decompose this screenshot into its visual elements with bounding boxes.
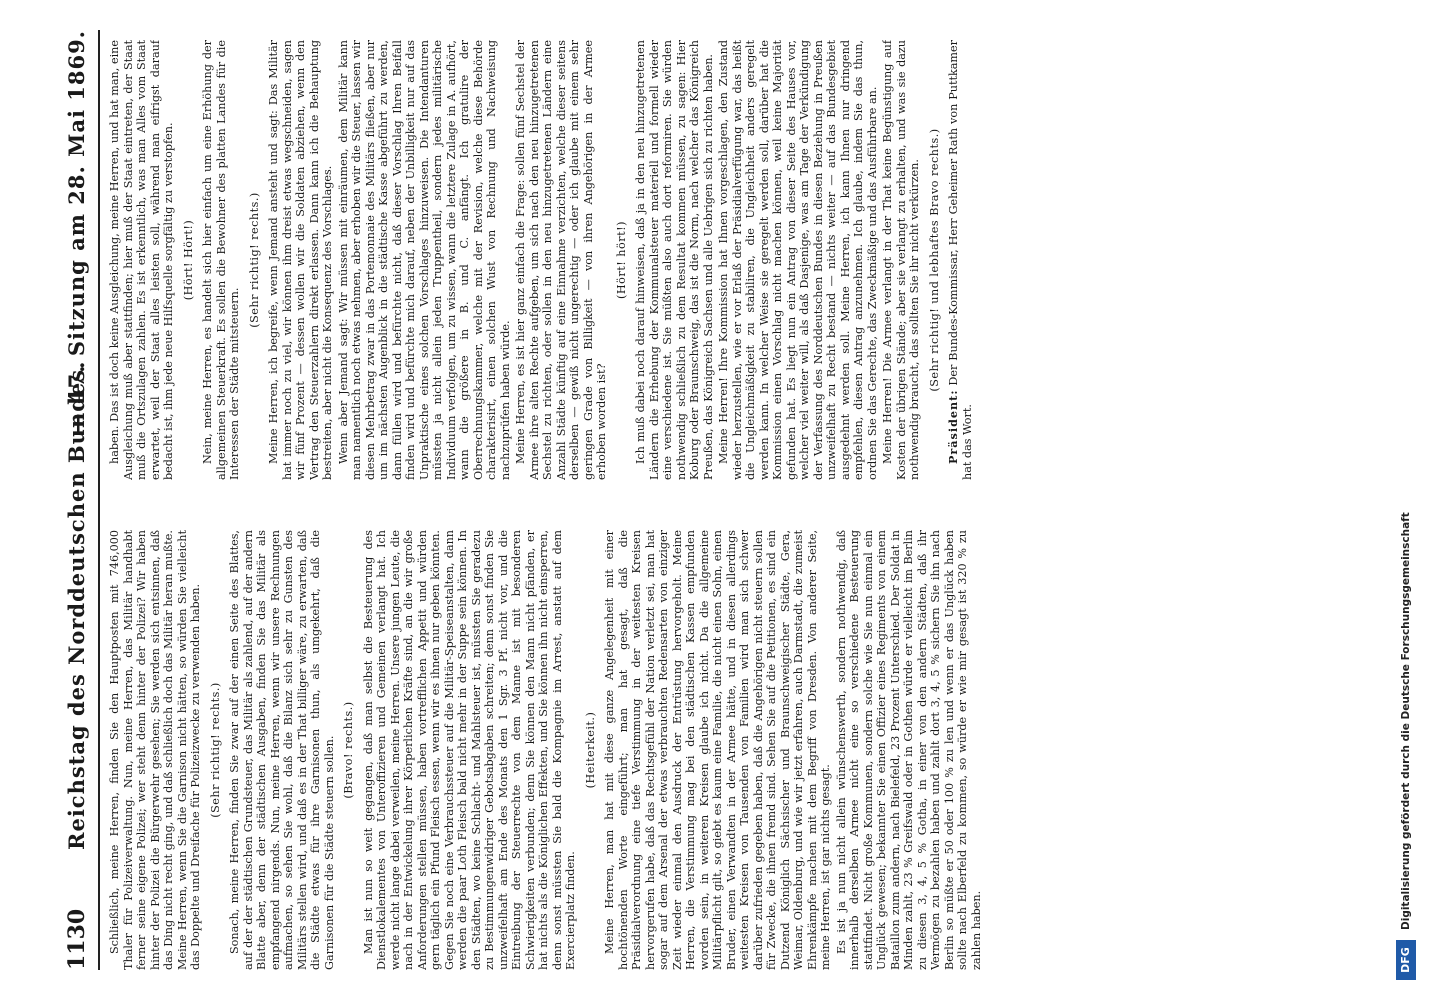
- body-paragraph: Es ist ja nun nicht allein wünschenswerth, sondern nothwendig, daß innerhalb derselben Armee nicht eine so verschiedene Besteuerung stattfindet. Nicht große Kommunen, sondern solche wie Sie nun einmal ein Unglück gewesen; bekannter Sie einen Offizier eines Regiments von einem Bataillon zum andern, nach Bielefeld, 23 Prozent Unterschied. Der Soldat in Minden zahlt, 23 % Greifswald oder in Gothen würde er vielleicht im Berlin zu diesen 3, 4, 5 % Gotha, in einer von den andern Städten, daß ihr Vermögen zu bezahlen haben und zahlt dort 3, 4, 5 % sichern Sie ihn nach Berlin so müßte er 50 oder 100 % zu len und wenn er das Unglück haben sollte nach Elberfeld zu kommen, so würde er wie mir gesagt ist 320 % zu zahlen haben.: [834, 530, 983, 970]
- body-paragraph: Meine Herren, ich begreife, wenn Jemand ansteht und sagt: Das Militär hat immer noch zu viel, wir können ihm dreist etwas wegschneiden, sagen wir fünf Prozent — dessen wollen wir die Soldaten abziehen, wenn den Vertrag den Steuerzahlern direkt erlassen. Dann kann ich die Behauptung bestreiten, aber nicht die Konsequenz des Vorschlages.: [267, 40, 334, 480]
- interjection: (Hört! hört!): [614, 221, 628, 299]
- interjection: (Sehr richtig! rechts.): [247, 192, 261, 328]
- speaker-paragraph: [947, 40, 974, 480]
- speaker-text: Der Bundes-Kommissar, Herr Geheimer Rath von Puttkamer hat das Wort.: [947, 40, 974, 480]
- page-header: [58, 30, 100, 970]
- interjection: (Hört! Hört!): [181, 219, 195, 301]
- document-title: Reichstag des Norddeutschen Bundes.: [64, 360, 89, 850]
- body-paragraph: Man ist nun so weit gegangen, daß man selbst die Besteuerung des Dienstlokalementes von Unteroffizieren und Gemeinen verlangt hat. Ich werde nicht lange dabei verweilen, meine Herren. Unsere jungen Leute, die nach in der Entwickelung ihrer Körperlichen Kräfte sind, an die wir große Anforderungen stellen müssen, haben vortrefflichen Appetit und würden gern täglich ein Pfund Fleisch essen, wenn wir es ihnen nur geben könnten. Gegen Sie noch eine Verbrauchssteuer auf die Militär-Speiseanstalten, dann werden die paar Loth Fleisch bald nicht mehr in der Suppe sein können. In den Städten, wo keine Schlacht- und Mahlsteuer ist, müssten Sie geradezu zu Bestimmungenwidriger Gebotsabgaben schreiten; denn sonst finden Sie unzweifelhaft am Ende des Monats den 1 Sgr. 3 Pf. nicht vor, und die Eintreibung der Steuerrechte von dem Manne ist mit besonderen Schwierigkeiten verbunden; denn Sie können den Mann nicht pfänden, er hat nichts als die Königlichen Effekten, und Sie können ihn nicht einsperren, denn sonst müssten Sie bald die Kompagnie im Arrest, anstatt auf dem Exercierplatz finden.: [361, 530, 577, 970]
- dfg-logo: DFG: [1396, 940, 1416, 980]
- interjection: (Sehr richtig! rechts.): [208, 682, 222, 818]
- interjection: (Sehr richtig! und lebhaftes Bravo rechts.): [927, 128, 941, 392]
- session-title: — 47. Sitzung am 28. Mai 1869.: [64, 30, 89, 435]
- page-number: 1130: [64, 908, 90, 970]
- digitization-footer: [1396, 20, 1418, 980]
- interjection: (Heiterkeit.): [583, 711, 597, 789]
- body-paragraph: Meine Herren, man hat mit diese ganze Angelegenheit mit einer hochtönenden Worte eingeführt; man hat gesagt, daß die Präsidialverordnung eine tiefe Verstimmung in der weitesten Kreisen hervorgerufen habe, daß das Rechtsgefühl der Nation verletzt sei, man hat sogar auf dem Arsenal der etwas verbrauchten Redensarten von einziger Zeit wieder einmal den Ausdruck der Entrüstung hervorgeholt. Meine Herren, die Verstimmung mag bei den städtischen Kassen empfunden worden sein, in weiteren Kreisen glaube ich nicht. Da die allgemeine Militärpflicht gilt, so giebt es kaum eine Familie, die nicht einen Sohn, einen Bruder, einen Verwandten in der Armee hätte, und in diesen allerdings weitesten Kreisen von Tausenden von Familien wird man sich schwer darüber zufrieden gegeben haben, daß die Angehörigen nicht steuern sollen für Zwecke, die ihnen fremd sind. Sehen Sie auf die Petitionen, es sind ein Dutzend Königlich Sächsischer und Braunschweigischer Städte, Gera, Weimar, Oldenburg, und wie wir jetzt erfahren, auch Darmstadt, die zumeist Ehrenkämpfe machen mit dem Begriff von Dresden. Von anderer Seite, meine Herren, ist gar nichts gesagt.: [603, 530, 832, 970]
- body-paragraph: haben. Das ist doch keine Ausgleichung, meine Herren, und hat man, eine Ausgleichung muß aber stattfinden; hier muß der Staat eintreten, der Staat muß die Ortszulagen zahlen. Es ist erkenntlich, was man Alles vom Staat erwartet, weil der Staat alles leisten soll, während man eifrigst darauf bedacht ist, ihm jede neue Hilfsquelle sorgfältig zu verstopfen.: [108, 40, 175, 480]
- body-paragraph: Ich muß dabei noch darauf hinweisen, daß ja in den neu hinzugetretenen Ländern die Erhebung der Kommunalsteuer materiell und formell wieder eine verschiedene ist. Sie müßten also auch dort reformiren. Sie würden nothwendig schließlich zu dem Resultat kommen müssen, zu sagen: Hier Koburg oder Braunschweig, das ist die Norm, nach welcher das Königreich Preußen, das Königreich Sachsen und alle Uebrigen sich zu richten haben.: [634, 40, 715, 480]
- left-text-column: [108, 530, 1288, 970]
- interjection: (Bravo! rechts.): [342, 701, 355, 799]
- digitization-credit: Digitalisierung gefördert durch die Deutsche Forschungsgemeinschaft: [1400, 512, 1412, 930]
- body-paragraph: Schließlich, meine Herren, finden Sie den Hauptposten mit 746,000 Thaler für Polizeiverwaltung. Nun, meine Herren, das Militär handhabt ferner seine eigene Polizei; wer steht denn hinter der Polizei? Wir haben hinter der Polizei die Bürgerwehr gesehen; Sie werden sich entsinnen, daß das Ding nicht recht ging, und daß schließlich doch das Militär heran mußte. Meine Herren, wenn Sie die Garnison nicht hätten, so würden Sie vielleicht das Doppelte und Dreifache für Polizeizwecke zu verwenden haben.: [108, 530, 202, 970]
- right-text-column: [108, 40, 1288, 480]
- body-paragraph: Meine Herren! Die Armee verlangt in der That keine Begünstigung auf Kosten der übrigen Stände; aber sie verlangt zu erhalten, und was sie dazu nothwendig braucht, das sollten Sie ihr nicht verkürzen.: [881, 40, 921, 480]
- body-paragraph: Meine Herren, es ist hier ganz einfach die Frage: sollen fünf Sechstel der Armee ihre alten Rechte aufgeben, um sich nach den neu hinzugetretenen Sechstel zu richten, oder sollen in den neu hinzugetretenen Ländern eine Anzahl Städte künftig auf eine Einnahme verzichten, welche dieser seitens derselben — gewiß nicht ungerechtig — oder ich glaube mit einem sehr geringen Grade von Billigkeit — von ihren Angehörigen in der Armee erhoben worden ist?: [514, 40, 608, 480]
- body-paragraph: Nein, meine Herren, es handelt sich hier einfach um eine Erhöhung der allgemeinen Steuerkraft. Es sollen die Bewohner des platten Landes für die Interessen der Städte mitsteuern.: [201, 40, 241, 480]
- body-paragraph: Meine Herren! Ihre Kommission hat Ihnen vorgeschlagen, den Zustand wieder herzustellen, wie er vor Erlaß der Präsidialverfügung war, das heißt die Ungleichmäßigkeit zu stabiliren, die Ungleichheit anders geregelt werden kann. In welcher Weise sie geregelt werden soll, darüber hat die Kommission einen Vorschlag nicht machen können, weil keine Majorität gefunden hat. Es liegt nun ein Antrag von dieser Seite des Hauses vor, welcher viel weiter will, als daß Dasjenige, was am Tage der Verkündigung der Verfassung des Norddeutschen Bundes in diesen Beziehung in Preußen unzweifelhaft zu Recht bestand — nichts weiter — auf das Bundesgebiet ausgedehnt werden soll. Meine Herren, ich kann Ihnen nur dringend empfehlen, diesen Antrag anzunehmen. Ich glaube, indem Sie das thun, ordnen Sie das Gerechte, das Zweckmäßige und das Ausführbare an.: [717, 40, 879, 480]
- speaker-label: Präsident:: [946, 389, 960, 464]
- body-paragraph: Sonach, meine Herren, finden Sie zwar auf der einen Seite des Blattes, auf der der städtischen Grundsteuer, das Militär als zahlend, auf der andern Blatte aber, denn der städtischen Ausgaben, finden Sie das Militär als empfangend nirgends. Nun, meine Herren, wenn wir unsere Rechnungen aufmachen, so sehen Sie wohl, daß die Bilanz sich sehr zu Gunsten des Militärs stellen wird, und daß es in der That billiger wäre, zu erwarten, daß die Städte etwas für ihre Garnisonen thun, als umgekehrt, daß die Garnisonen für die Städte steuern sollen.: [228, 530, 336, 970]
- body-paragraph: Wenn aber Jemand sagt: Wir müssen mit einräumen, dem Militär kann man namentlich noch etwas nehmen, aber erhoben wir die Steuer, lassen wir diesen Mehrbetrag zwar in das Portemonnaie des Militärs fließen, aber nur um im nächsten Augenblick in die städtische Kasse abgeführt zu werden, dann füllen wird und befürchte nicht, daß dieser Vorschlag Ihren Beifall finden wird und befürchte mich darauf, neben der Unbilligkeit nur auf das Unpraktische eines solchen Vorschlages hinzuweisen. Die Intendanturen müssten ja nicht allein jeden Truppentheil, sondern jedes militärische Individuum verfolgen, um zu wissen, wann die letztere Zulage in A. aufhört, wann die größere in B. und C. anfängt. Ich gratulire der Oberrechnungskammer, welche mit der Revision, welche diese Behörde charakterisirt, einen solchen Wust von Rechnung und Nachweisung nachzuprüfen haben würde.: [336, 40, 512, 480]
